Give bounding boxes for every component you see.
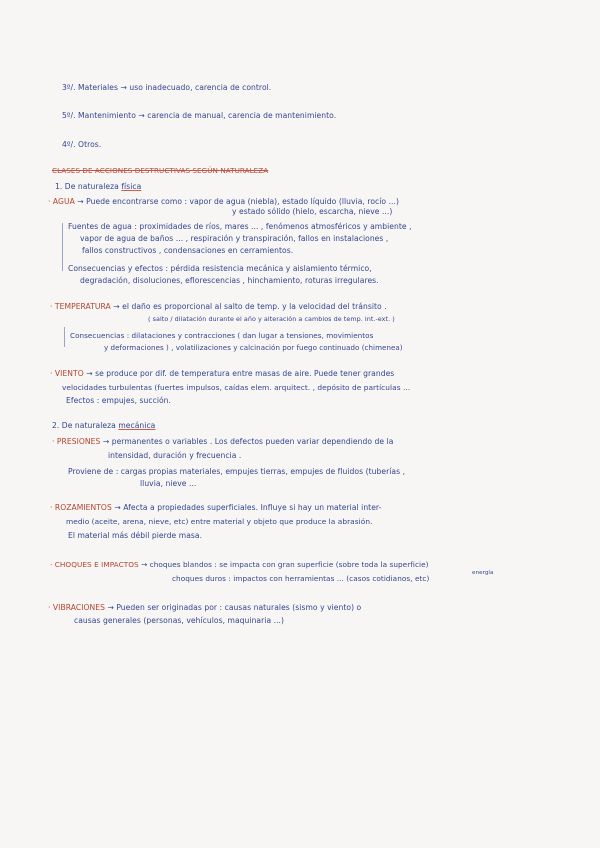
note-line: y estado sólido (hielo, escarcha, nieve ...): [232, 207, 393, 216]
temperature-heading: [50, 302, 387, 312]
bracket-line: [62, 223, 63, 271]
note-line: fallos constructivos , condensaciones en cerramientos.: [82, 246, 294, 255]
impacts-key: · CHOQUES E IMPACTOS: [50, 560, 139, 569]
note-line: Consecuencias : dilataciones y contracciones ( dan lugar a tensiones, movimientos: [70, 331, 374, 340]
water-text: → Puede encontrarse como : vapor de agua (niebla), estado líquido (lluvia, rocío ...): [77, 197, 399, 206]
subsection-keyword: mecánica: [118, 421, 156, 430]
note-line: Efectos : empujes, succión.: [66, 396, 172, 405]
wind-heading: [50, 369, 394, 379]
subsection-heading-1: [55, 182, 141, 192]
note-line: choques duros : impactos con herramientas ... (casos cotidianos, etc): [172, 574, 430, 583]
friction-heading: [50, 503, 381, 513]
impacts-text: → choques blandos : se impacta con gran superficie (sobre toda la superficie): [141, 560, 429, 569]
note-line: Fuentes de agua : proximidades de ríos, mares ... , fenómenos atmosféricos y ambiente ,: [68, 222, 412, 231]
note-line: lluvia, nieve ...: [140, 479, 197, 488]
note-line: intensidad, duración y frecuencia .: [108, 451, 242, 460]
impacts-heading: [50, 560, 429, 570]
note-line: medio (aceite, arena, nieve, etc) entre material y objeto que produce la abrasión.: [66, 517, 373, 526]
temperature-key: · TEMPERATURA: [50, 302, 111, 311]
note-line: El material más débil pierde masa.: [68, 531, 203, 540]
temperature-text: → el daño es proporcional al salto de temp. y la velocidad del tránsito .: [113, 302, 387, 311]
wind-text: → se produce por dif. de temperatura entre masas de aire. Puede tener grandes: [86, 369, 395, 378]
note-annotation: energía: [472, 570, 494, 576]
note-line: vapor de agua de baños ... , respiración y transpiración, fallos en instalaciones ,: [80, 234, 389, 243]
note-line-others: 4º/. Otros.: [62, 140, 102, 149]
note-line: Consecuencias y efectos : pérdida resistencia mecánica y aislamiento térmico,: [68, 264, 372, 273]
note-line: ( salto / dilatación durante el año y alteración a cambios de temp. int.-ext. ): [148, 315, 395, 323]
subsection-keyword: física: [121, 182, 142, 191]
vibrations-heading: [48, 603, 361, 613]
pressures-key: · PRESIONES: [52, 437, 101, 446]
pressures-heading: [52, 437, 393, 447]
section-title: CLASES DE ACCIONES DESTRUCTIVAS SEGÚN NATURALEZA: [52, 166, 269, 175]
note-line: y deformaciones ) , volatilizaciones y calcinación por fuego continuado (chimenea): [104, 343, 403, 352]
subsection-heading-2: [52, 421, 155, 431]
water-key: · AGUA: [48, 197, 75, 206]
note-line-materials: 3º/. Materiales → uso inadecuado, carencia de control.: [62, 83, 272, 92]
water-heading: [48, 197, 399, 207]
subsection-number: 2. De naturaleza: [52, 421, 116, 430]
wind-key: · VIENTO: [50, 369, 84, 378]
note-line: velocidades turbulentas (fuertes impulsos, caídas elem. arquitect. , depósito de partículas ...: [62, 383, 411, 392]
note-line: causas generales (personas, vehículos, maquinaria ...): [74, 616, 285, 625]
bracket-line: [64, 327, 65, 347]
note-line: degradación, disoluciones, eflorescencias , hinchamiento, roturas irregulares.: [80, 276, 379, 285]
friction-text: → Afecta a propiedades superficiales. Influye si hay un material inter-: [114, 503, 382, 512]
vibrations-key: · VIBRACIONES: [48, 603, 105, 612]
note-line: Proviene de : cargas propias materiales, empujes tierras, empujes de fluidos (tuberías ,: [68, 467, 406, 476]
note-line-maintenance: 5º/. Mantenimiento → carencia de manual, carencia de mantenimiento.: [62, 111, 337, 120]
subsection-number: 1. De naturaleza: [55, 182, 119, 191]
pressures-text: → permanentes o variables . Los defectos pueden variar dependiendo de la: [102, 437, 394, 446]
friction-key: · ROZAMIENTOS: [50, 503, 112, 512]
vibrations-text: → Pueden ser originadas por : causas naturales (sismo y viento) o: [107, 603, 362, 612]
